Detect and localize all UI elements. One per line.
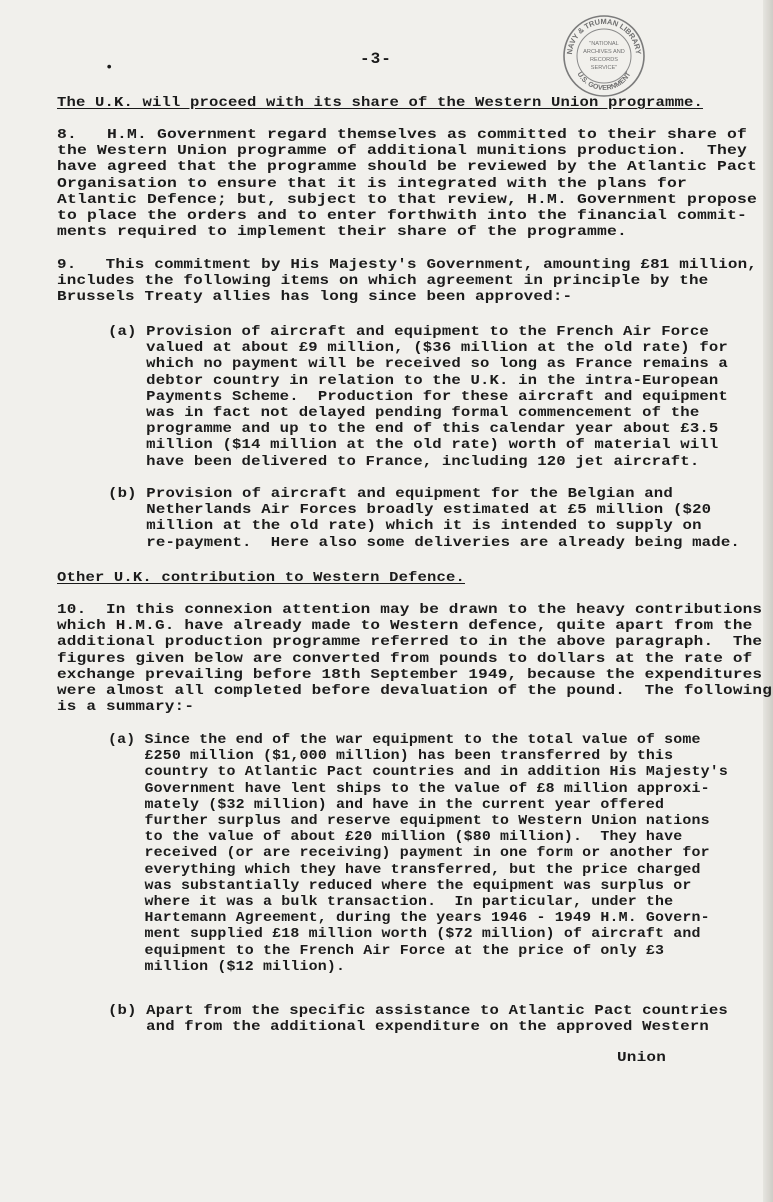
paragraph-10-line: 10. In this connexion attention may be drawn to the heavy contributions (57, 603, 763, 618)
page-mark: • (105, 60, 114, 76)
item-10a-line: Hartemann Agreement, during the years 1946 - 1949 H.M. Govern- (108, 911, 710, 927)
item-9a-line: have been delivered to France, including 120 jet aircraft. (108, 454, 700, 470)
item-10a-line: country to Atlantic Pact countries and in addition His Majesty's (108, 765, 729, 781)
paragraph-8-line: to place the orders and to enter forthwith into the financial commit- (57, 209, 748, 224)
stamp-line-3: RECORDS (590, 57, 618, 63)
item-10a-line: million ($12 million). (108, 959, 346, 975)
item-9a-line: Payments Scheme. Production for these aircraft and equipment (108, 389, 728, 405)
page-number: -3- (360, 50, 392, 68)
paragraph-9-line: includes the following items on which agreement in principle by the (57, 274, 709, 290)
item-10a-line: ment supplied £18 million worth ($72 million) of aircraft and (108, 927, 701, 943)
paragraph-10-line: figures given below are converted from pounds to dollars at the rate of (57, 651, 753, 667)
item-10a-line: mately ($32 million) and have in the current year offered (108, 797, 665, 813)
item-9b-line: million at the old rate) which it is intended to supply on (108, 519, 702, 535)
paragraph-9-line: Brussels Treaty allies has long since been approved:- (57, 290, 573, 306)
paragraph-10-line: additional production programme referred to in the above paragraph. The (57, 635, 763, 651)
item-10a-line: received (or are receiving) payment in one form or another for (108, 846, 710, 862)
item-10b-line: (b) Apart from the specific assistance to Atlantic Pact countries (108, 1004, 728, 1019)
item-9b-line: Netherlands Air Forces broadly estimated at £5 million ($20 (108, 503, 712, 519)
paragraph-8-line: the Western Union programme of additional munitions production. They (57, 144, 748, 160)
paragraph-10-line: exchange prevailing before 18th September 1949, because the expenditures (57, 667, 763, 683)
paragraph-8-line: Organisation to ensure that it is integrated with the plans for (57, 176, 688, 192)
item-9b-line: (b) Provision of aircraft and equipment for the Belgian and (108, 487, 673, 502)
paragraph-8-line: have agreed that the programme should be reviewed by the Atlantic Pact (57, 160, 757, 176)
item-10a-line: further surplus and reserve equipment to Western Union nations (108, 814, 710, 829)
stamp-line-4: SERVICE" (590, 65, 618, 71)
section-heading-other-contribution-line: Other U.K. contribution to Western Defence. (57, 571, 465, 586)
item-10a-line: was substantially reduced where the equipment was surplus or (108, 878, 692, 894)
paragraph-8-line: Atlantic Defence; but, subject to that review, H.M. Government propose (57, 192, 757, 208)
paragraph-9-line: 9. This commitment by His Majesty's Government, amounting £81 million, (57, 258, 758, 273)
paragraph-10-line: is a summary:- (57, 700, 195, 716)
item-9a-line: (a) Provision of aircraft and equipment to the French Air Force (108, 325, 709, 340)
catchword-line: Union (617, 1051, 667, 1066)
paragraph-8-line: 8. H.M. Government regard themselves as committed to their share of (57, 128, 748, 143)
paragraph-8-line: ments required to implement their share of the programme. (57, 225, 628, 241)
item-10b-line: and from the additional expenditure on the approved Western (108, 1020, 709, 1036)
stamp-ring-top: NAVY & TRUMAN LIBRARY (564, 16, 644, 55)
item-9a-line: which no payment will be received so long as France remains a (108, 357, 728, 373)
item-10a-line: to the value of about £20 million ($80 million). They have (108, 830, 683, 846)
paragraph-10-line: were almost all completed before devaluation of the pound. The following (57, 684, 773, 699)
item-10a-line: where it was a bulk transaction. In particular, under the (108, 895, 674, 910)
paragraph-10-line: which H.M.G. have already made to Western defence, quite apart from the (57, 619, 753, 635)
item-9b-line: re-payment. Here also some deliveries are already being made. (108, 535, 740, 551)
page-edge-shadow (763, 0, 773, 1202)
item-9a-line: programme and up to the end of this calendar year about £3.5 (108, 422, 719, 438)
stamp-line-2: ARCHIVES AND (583, 49, 625, 55)
item-10a-line: £250 million ($1,000 million) has been transferred by this (108, 749, 674, 765)
item-9a-line: debtor country in relation to the U.K. in the intra-European (108, 373, 719, 389)
archives-stamp (562, 14, 646, 98)
item-10a-line: everything which they have transferred, but the price charged (108, 862, 701, 878)
item-9a-line: million ($14 million at the old rate) worth of material will (108, 438, 719, 454)
item-10a-line: Government have lent ships to the value of £8 million approxi- (108, 781, 710, 797)
section-heading-uk-share-line: The U.K. will proceed with its share of the Western Union programme. (57, 96, 703, 111)
stamp-ring-bottom: U.S. GOVERNMENT (575, 71, 633, 93)
item-10a-line: equipment to the French Air Force at the price of only £3 (108, 943, 665, 959)
item-10a-line: (a) Since the end of the war equipment to the total value of some (108, 733, 701, 748)
item-9a-line: was in fact not delayed pending formal commencement of the (108, 406, 700, 421)
item-9a-line: valued at about £9 million, ($36 million at the old rate) for (108, 341, 728, 357)
stamp-line-1: "NATIONAL (589, 41, 619, 47)
